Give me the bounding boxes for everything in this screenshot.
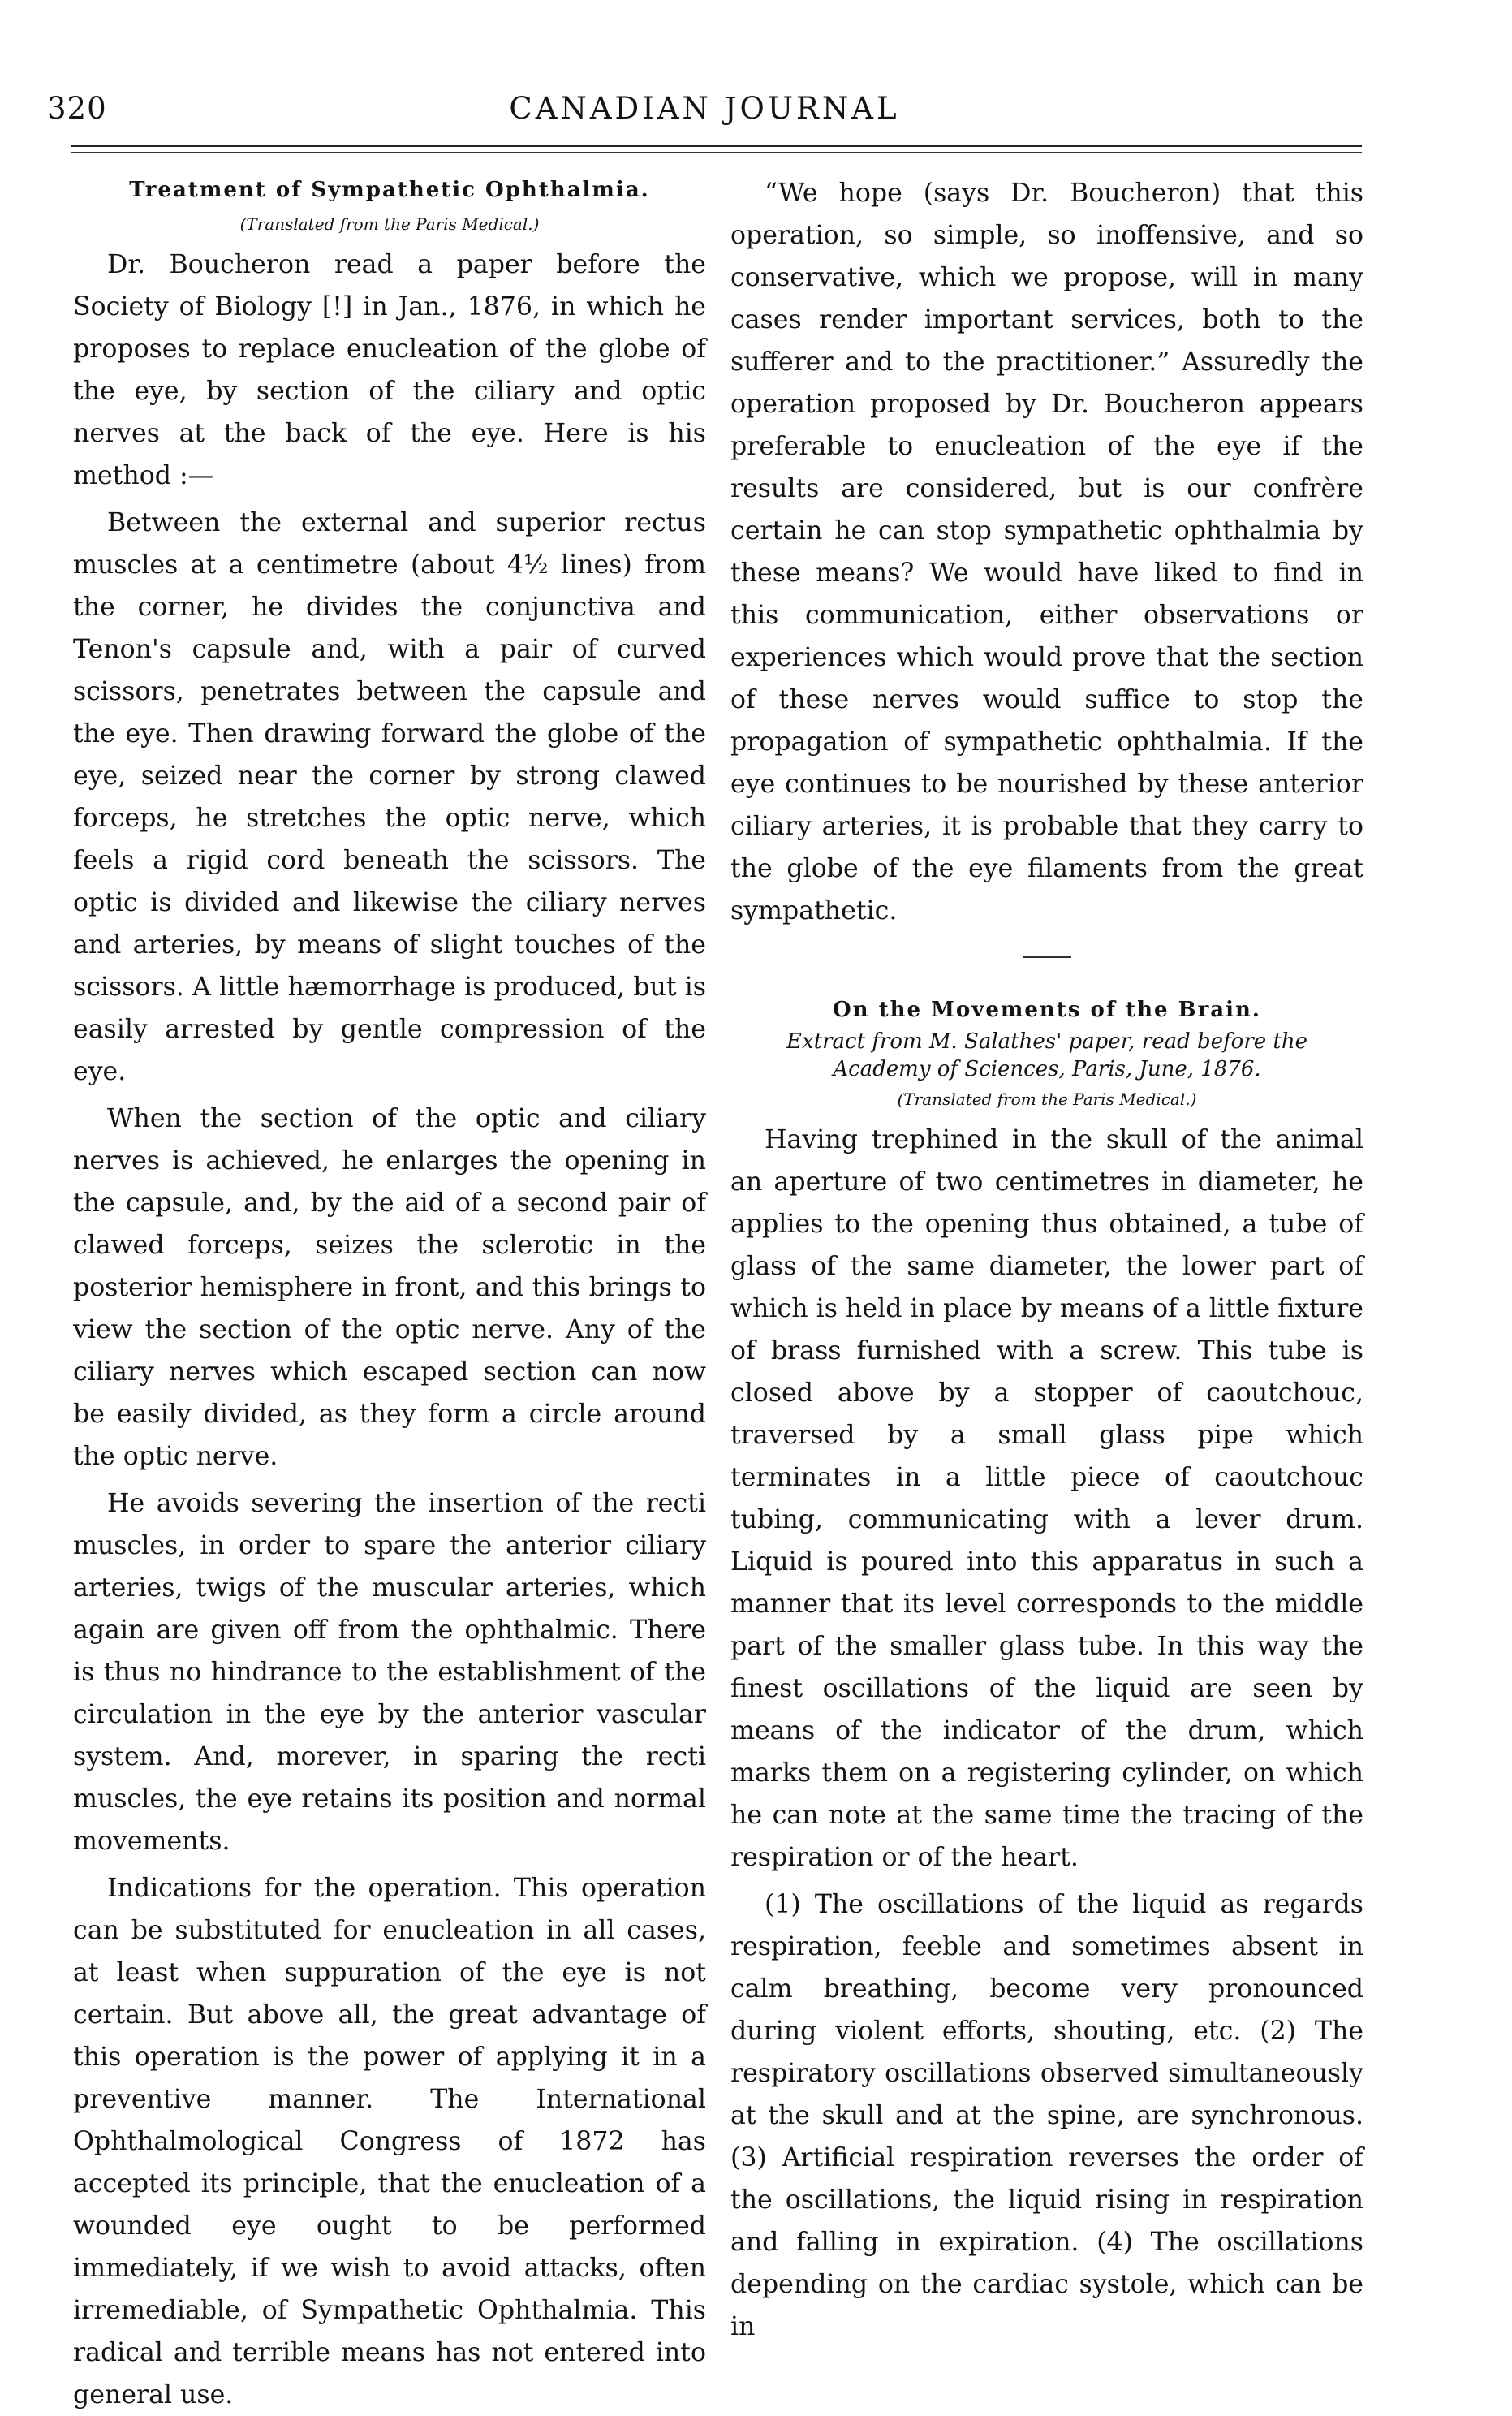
page-header bbox=[47, 91, 1362, 132]
article2-translation-note: (Translated from the Paris Medical.) bbox=[897, 1089, 1197, 1109]
article1-paragraph: Indications for the operation. This operation can be substituted for enucleation in all cases, at least when suppuration of the eye is not certain. But above all, the great advantage of this operation is the power of applying it in a preventive manner. The International Ophthalmological Congress of 1872 has accepted its principle, that the enucleation of a wounded eye ought to be performed immediately, if we wish to avoid attacks, often irremediable, of Sympathetic Ophthalmia. This radical and terrible means has not entered into general use. bbox=[73, 1874, 706, 2410]
header-rule-thick bbox=[71, 145, 1362, 147]
article1-paragraph: When the section of the optic and ciliary nerves is achieved, he enlarges the opening in the capsule, and, by the aid of a second pair of clawed forceps, seizes the sclerotic in the posterior hemisphere in front, and this brings to view the section of the optic nerve. Any of the ciliary nerves which escaped section can now be easily divided, as they form a circle around the optic nerve. bbox=[73, 1104, 706, 1471]
article1-paragraph: Between the external and superior rectus muscles at a centimetre (about 4½ lines) from the corner, he divides the conjunctiva and Tenon's capsule and, with a pair of curved scissors, penetrates between the capsule and the eye. Then drawing forward the globe of the eye, seized near the corner by strong clawed forceps, he stretches the optic nerve, which feels a rigid cord beneath the scissors. The optic is divided and likewise the ciliary nerves and arteries, by means of slight touches of the scissors. A little hæmorrhage is produced, but is easily arrested by gentle compression of the eye. bbox=[73, 508, 706, 1086]
journal-title: CANADIAN JOURNAL bbox=[509, 91, 900, 126]
article1-translation-note: (Translated from the Paris Medical.) bbox=[239, 214, 540, 234]
article2-paragraph: Having trephined in the skull of the animal an aperture of two centimetres in diameter, he applies to the opening thus obtained, a tube of glass of the same diameter, the lower part of which is held in place by means of a little fixture of brass furnished with a screw. This tube is closed above by a stopper of caoutchouc, traversed by a small glass pipe which terminates in a little piece of caoutchouc tubing, communicating with a lever drum. Liquid is poured into this apparatus in such a manner that its level corresponds to the middle part of the smaller glass tube. In this way the finest oscillations of the liquid are seen by means of the indicator of the drum, which marks them on a registering cylinder, on which he can note at the same time the tracing of the respiration or of the heart. bbox=[730, 1125, 1363, 1872]
article2-title bbox=[730, 992, 1363, 1028]
section-separator-rule bbox=[1023, 956, 1071, 958]
article1-title-text: Treatment of Sympathetic Ophthalmia. bbox=[129, 178, 650, 202]
right-column bbox=[730, 172, 1363, 2348]
page-number: 320 bbox=[47, 91, 107, 126]
left-column bbox=[73, 172, 706, 2416]
article2-extract-line2: Academy of Sciences, Paris, June, 1876. bbox=[833, 1057, 1261, 1081]
article2-title-text: On the Movements of the Brain. bbox=[833, 998, 1261, 1022]
article1-paragraph: He avoids severing the insertion of the recti muscles, in order to spare the anterior ciliary arteries, twigs of the muscular arteries, which again are given off from the ophthalmic. There is thus no hindrance to the establishment of the circulation in the eye by the anterior vascular system. And, morever, in sparing the recti muscles, the eye retains its position and normal movements. bbox=[73, 1489, 706, 1856]
article2-paragraph: (1) The oscillations of the liquid as regards respiration, feeble and sometimes absent in calm breathing, become very pronounced during violent efforts, shouting, etc. (2) The respiratory oscillations observed simultaneously at the skull and at the spine, are synchronous. (3) Artificial respiration reverses the order of the oscillations, the liquid rising in respiration and falling in expiration. (4) The oscillations depending on the cardiac systole, which can be in bbox=[730, 1890, 1363, 2341]
article1-paragraph: Dr. Boucheron read a paper before the Society of Biology [!] in Jan., 1876, in which he proposes to replace enucleation of the globe of the eye, by section of the ciliary and optic nerves at the back of the eye. Here is his method :— bbox=[73, 250, 706, 490]
article1-title bbox=[73, 172, 706, 208]
header-rule-thin bbox=[71, 152, 1362, 153]
article2-extract-line1: Extract from M. Salathes' paper, read before the bbox=[786, 1029, 1307, 1054]
article1-paragraph: “We hope (says Dr. Boucheron) that this operation, so simple, so inoffensive, and so conservative, which we propose, will in many cases render important services, both to the sufferer and to the practitioner.” Assuredly the operation proposed by Dr. Boucheron appears preferable to enucleation of the eye if the results are considered, but is our confrère certain he can stop sympathetic ophthalmia by these means? We would have liked to find in this communication, either observations or experiences which would prove that the section of these nerves would suffice to stop the propagation of sympathetic ophthalmia. If the eye continues to be nourished by these anterior ciliary arteries, it is probable that they carry to the globe of the eye filaments from the great sympathetic. bbox=[730, 179, 1363, 925]
